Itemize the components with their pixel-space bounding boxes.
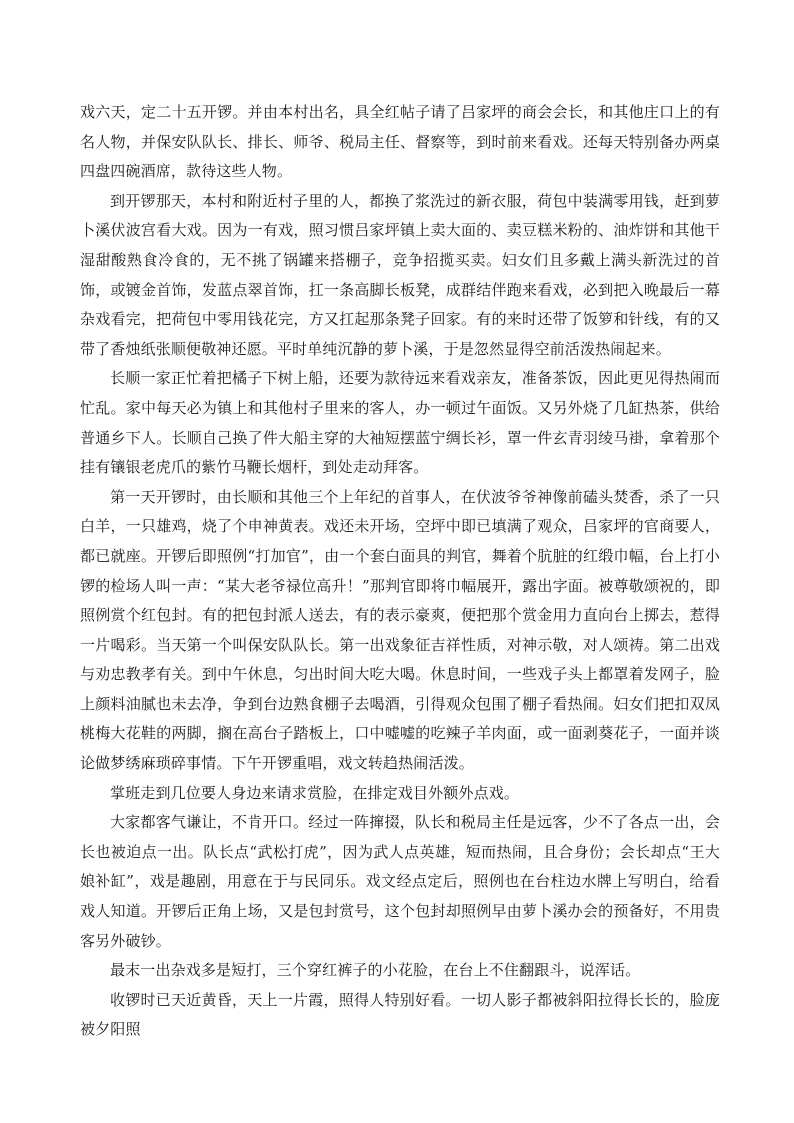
paragraph-6: 大家都客气谦让，不肯开口。经过一阵撺掇，队长和税局主任是远客，少不了各点一出，会长也被迫点一出。队长点“武松打虎”，因为武人点英雄，短而热闹，且合身份；会长却点“王大娘补缸”，戏是趣剧，用意在于与民同乐。戏文经点定后，照例也在台柱边水牌上写明白，给看戏人知道。开锣后正角上场，又是包封赏号，这个包封却照例早由萝卜溪办会的预备好，不用贵客另外破钞。 (80, 813, 720, 950)
paragraph-1: 戏六天，定二十五开锣。并由本村出名，具全红帖子请了吕家坪的商会会长，和其他庄口上的有名人物，并保安队队长、排长、师爷、税局主任、督察等，到时前来看戏。还每天特别备办两桌四盘四碗酒席，款待这些人物。 (80, 103, 720, 181)
paragraph-8: 收锣时已天近黄昏，天上一片霞，照得人特别好看。一切人影子都被斜阳拉得长长的，脸庞被夕阳照 (80, 990, 720, 1039)
paragraph-5: 掌班走到几位要人身边来请求赏脸，在排定戏目外额外点戏。 (110, 783, 520, 802)
paragraph-7: 最末一出杂戏多是短打，三个穿红裤子的小花脸，在台上不住翻跟斗，说浑话。 (110, 961, 641, 980)
paragraph-3: 长顺一家正忙着把橘子下树上船，还要为款待远来看戏亲友，准备茶饭，因此更见得热闹而忙乱。家中每天必为镇上和其他村子里来的客人，办一顿过午面饭。又另外烧了几缸热茶，供给普通乡下人。长顺自己换了件大船主穿的大袖短摆蓝宁绸长衫，罩一件玄青羽绫马褂，拿着那个挂有镶银老虎爪的紫竹马鞭长烟杆，到处走动拜客。 (80, 369, 720, 477)
paragraph-4: 第一天开锣时，由长顺和其他三个上年纪的首事人，在伏波爷爷神像前磕头焚香，杀了一只白羊，一只雄鸡，烧了个申神黄表。戏还未开场，空坪中即已填满了观众，吕家坪的官商要人，都已就座。开锣后即照例“打加官”，由一个套白面具的判官，舞着个肮脏的红缎巾幅，台上打小锣的检场人叫一声：“某大老爷禄位高升！”那判官即将巾幅展开，露出字面。被尊敬颂祝的，即照例赏个红包封。有的把包封派人送去，有的表示豪爽，便把那个赏金用力直向台上掷去，惹得一片喝彩。当天第一个叫保安队队长。第一出戏象征吉祥性质，对神示敬，对人颂祷。第二出戏与劝忠教孝有关。到中午休息，匀出时间大吃大喝。休息时间，一些戏子头上都罩着发网子，脸上颜料油腻也未去净，争到台边熟食棚子去喝酒，引得观众包围了棚子看热闹。妇女们把扣双凤桃梅大花鞋的两脚，搁在高台子踏板上，口中嘘嘘的吃辣子羊肉面，或一面剥葵花子，一面并谈论做梦绣麻琐碎事情。下午开锣重唱，戏文转趋热闹活泼。 (80, 487, 720, 773)
document-body (80, 98, 720, 1045)
paragraph-2: 到开锣那天，本村和附近村子里的人，都换了浆洗过的新衣服，荷包中装满零用钱，赶到萝卜溪伏波宫看大戏。因为一有戏，照习惯吕家坪镇上卖大面的、卖豆糕米粉的、油炸饼和其他干湿甜酸熟食冷食的，无不挑了锅罐来搭棚子，竞争招揽买卖。妇女们且多戴上满头新洗过的首饰，或镀金首饰，发蓝点翠首饰，扛一条高脚长板凳，成群结伴跑来看戏，必到把入晚最后一幕杂戏看完，把荷包中零用钱花完，方又扛起那条凳子回家。有的来时还带了饭箩和针线，有的又带了香烛纸张顺便敬神还愿。平时单纯沉静的萝卜溪，于是忽然显得空前活泼热闹起来。 (80, 191, 720, 358)
